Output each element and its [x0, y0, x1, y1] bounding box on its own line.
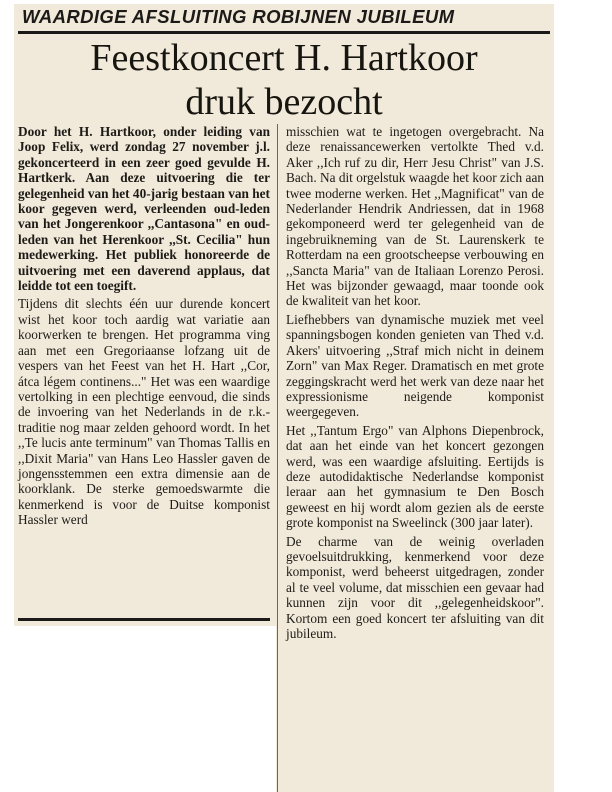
body-paragraph: Het ,,Tantum Ergo" van Alphons Diepenbrock, dat aan het einde van het koncert gezongen werd, was een waardige afsluiting. Eertijds is deze autodidaktische Nederlandse komponist leraar aan het gymnasium te Den Bosch geweest en hij wordt alom gezien als de eerste grote komponist na Sweelinck (300 jaar later). [286, 422, 544, 531]
headline-line-1: Feestkoncert H. Hartkoor [90, 37, 478, 79]
column-divider [277, 124, 278, 792]
column-right [286, 124, 544, 641]
headline-line-2: druk bezocht [185, 81, 383, 123]
lead-paragraph: Door het H. Hartkoor, onder leiding van Joop Felix, werd zondag 27 november j.l. gekoncerteerd in een zeer goed gevulde H. Hartkerk. Aan deze uitvoering die ter gelegenheid van het 40-jarig bestaan van het koor gegeven werd, verleenden oud-leden van het Jongerenkoor ,,Cantasona" en oud-leden van het Herenkoor ,,St. Cecilia" hun medewerking. Het publiek honoreerde de uitvoering met een daverend applaus, dat leidde tot een toegift. [18, 124, 270, 294]
column-end-rule [18, 618, 270, 621]
body-paragraph: Liefhebbers van dynamische muziek met veel spanningsbogen konden genieten van Thed v.d. Akers' uitvoering ,,Straf mich nicht in deinem Zorn" van Max Reger. Dramatisch en met grote zeggingskracht werd het werk van deze naar het expressionisme neigende komponist weergegeven. [286, 311, 544, 420]
body-paragraph: misschien wat te ingetogen overgebracht. Na deze renaissancewerken vertolkte Thed v.d. Aker ,,Ich ruf zu dir, Herr Jesu Christ" van J.S. Bach. Na dit orgelstuk waagde het koor zich aan twee moderne werken. Het ,,Magnificat" van de Nederlander Hendrik Andriessen, dat in 1968 gekomponeerd werd ter gelegenheid van de ingebruikneming van de St. Laurenskerk te Rotterdam na een grootscheepse verbouwing en ,,Sancta Maria" van de Italiaan Lorenzo Perosi. Het was bijzonder gewaagd, maar toonde ook de kwaliteit van het koor. [286, 124, 544, 309]
article-kicker: WAARDIGE AFSLUITING ROBIJNEN JUBILEUM [22, 6, 455, 27]
kicker-rule [18, 31, 550, 34]
body-paragraph: De charme van de weinig overladen gevoelsuitdrukking, kenmerkend voor deze komponist, werd beheerst uitgedragen, zonder al te veel volume, dat misschien een gevaar had kunnen zijn voor dit ,,gelegenheidskoor". Kortom een goed koncert ter afsluiting van dit jubileum. [286, 533, 544, 641]
body-paragraph: Tijdens dit slechts één uur durende koncert wist het koor toch aardig wat variatie aan koorwerken te brengen. Het programma ving aan met een Gregoriaanse lofzang uit de vespers van het Feest van het H. Hart ,,Cor, átca légem continens..." Het was een waardige vertolking in een plechtige eenvoud, die sinds de invoering van het Nederlands in de r.k.-traditie nog maar zelden gehoord wordt. In het ,,Te lucis ante terminum" van Thomas Tallis en ,,Dixit Maria" van Hans Leo Hassler gaven de jongensstemmen een extra dimensie aan de koorklank. De sterke gemoedswarmte die kenmerkend is voor de Duitse komponist Hassler werd [18, 296, 270, 528]
column-left [18, 124, 270, 528]
